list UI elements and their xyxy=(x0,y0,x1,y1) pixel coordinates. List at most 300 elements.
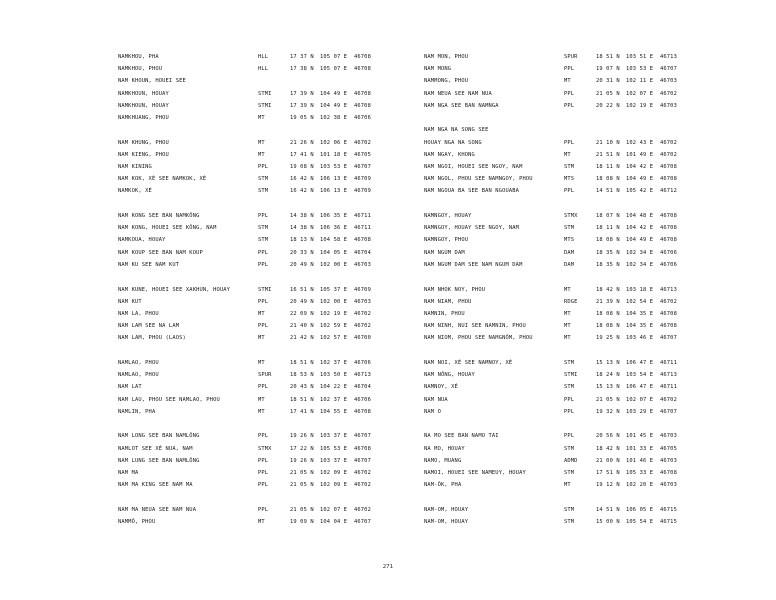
feature-code: MT xyxy=(564,78,571,85)
latitude: 21 05 N xyxy=(596,396,620,403)
section-gap xyxy=(118,127,418,140)
longitude: 105 07 E xyxy=(320,54,348,60)
longitude: 102 57 E xyxy=(320,335,348,342)
gazetteer-entry xyxy=(118,140,418,152)
place-name: NAMNIN, PHOU xyxy=(424,310,465,317)
gazetteer-entry xyxy=(118,446,418,458)
gazetteer-entry xyxy=(118,397,418,409)
longitude: 105 37 E xyxy=(320,286,348,293)
map-sheet: 46713 xyxy=(660,372,677,379)
gazetteer-entry xyxy=(118,176,418,188)
section-gap xyxy=(424,494,724,507)
place-name: NAM MONG xyxy=(424,66,452,73)
place-name: NAM-OM, HOUAY xyxy=(424,519,469,525)
feature-code: MT xyxy=(564,482,571,489)
gazetteer-entry xyxy=(424,152,724,164)
gazetteer-entry xyxy=(424,311,724,323)
map-sheet: 46703 xyxy=(660,433,677,440)
feature-code: ADMD xyxy=(564,457,578,464)
longitude: 104 48 E xyxy=(626,213,654,220)
longitude: 102 54 E xyxy=(626,298,654,305)
feature-code: PPL xyxy=(258,433,269,440)
longitude: 102 59 E xyxy=(320,323,348,330)
feature-code: MT xyxy=(258,396,265,403)
feature-code: STM xyxy=(564,164,575,170)
longitude: 106 36 E xyxy=(320,225,348,232)
gazetteer-entry xyxy=(424,127,724,139)
place-name: NAMKHOUN, HOUAY xyxy=(118,90,169,97)
latitude: 19 05 N xyxy=(290,114,314,121)
longitude: 102 37 E xyxy=(320,359,348,366)
feature-code: STM xyxy=(564,445,575,452)
longitude: 104 05 E xyxy=(320,249,348,256)
longitude: 102 43 E xyxy=(626,139,654,146)
place-name: NAM NINH, NUI SEE NAMNIN, PHOU xyxy=(424,323,526,330)
feature-code: MT xyxy=(258,408,265,415)
section-gap xyxy=(424,115,724,128)
gazetteer-entry xyxy=(424,384,724,396)
latitude: 15 00 N xyxy=(596,519,620,525)
place-name: NAMOI, HOUEI SEE NAMEUY, HOUAY xyxy=(424,469,526,476)
longitude: 104 49 E xyxy=(320,90,348,97)
gazetteer-entry xyxy=(118,91,418,103)
section-gap xyxy=(424,274,724,287)
longitude: 101 49 E xyxy=(626,151,654,158)
feature-code: STM xyxy=(258,188,269,195)
place-name: NAM MA KING SEE NAM MA xyxy=(118,482,193,489)
longitude: 103 53 E xyxy=(626,66,654,73)
longitude: 103 37 E xyxy=(320,457,348,464)
place-name: NAMO, MUANG xyxy=(424,457,462,464)
longitude: 104 49 E xyxy=(626,237,654,244)
map-sheet: 46702 xyxy=(354,482,371,489)
map-sheet: 46715 xyxy=(660,506,677,513)
latitude: 17 41 N xyxy=(290,151,314,158)
map-sheet: 46712 xyxy=(660,188,677,195)
feature-code: MT xyxy=(258,310,265,317)
feature-code: STM xyxy=(564,519,575,525)
latitude: 19 09 N xyxy=(290,519,314,525)
feature-code: MT xyxy=(564,323,571,330)
map-sheet: 46708 xyxy=(660,164,677,170)
gazetteer-entry xyxy=(118,519,418,531)
gazetteer-entry xyxy=(118,188,418,200)
latitude: 14 51 N xyxy=(596,506,620,513)
place-name: NAMKHOU, PHA xyxy=(118,54,159,60)
place-name: NAM LUNG SEE BAN NAMLÔNG xyxy=(118,457,200,464)
place-name: NAM NEUA SEE NAM NUA xyxy=(424,90,492,97)
place-name: NAMLAO, PHOU xyxy=(118,372,159,379)
latitude: 18 51 N xyxy=(290,396,314,403)
gazetteer-entry xyxy=(118,213,418,225)
feature-code: PPL xyxy=(258,261,269,268)
longitude: 105 53 E xyxy=(320,445,348,452)
longitude: 102 00 E xyxy=(320,298,348,305)
latitude: 18 08 N xyxy=(596,310,620,317)
place-name: NAM-OM, HOUAY xyxy=(424,506,469,513)
map-sheet: 46708 xyxy=(354,54,371,60)
latitude: 21 51 N xyxy=(596,151,620,158)
feature-code: MT xyxy=(258,151,265,158)
place-name: NAMKHOUN, HOUAY xyxy=(118,102,169,109)
latitude: 18 53 N xyxy=(290,372,314,379)
map-sheet: 46713 xyxy=(660,286,677,293)
latitude: 16 42 N xyxy=(290,188,314,195)
gazetteer-entry xyxy=(424,372,724,384)
place-name: NAM-ÔK, PHA xyxy=(424,482,462,489)
feature-code: MT xyxy=(564,286,571,293)
feature-code: PPL xyxy=(258,164,269,170)
section-gap xyxy=(424,347,724,360)
map-sheet: 46703 xyxy=(660,482,677,489)
latitude: 14 51 N xyxy=(596,188,620,195)
gazetteer-entry xyxy=(118,250,418,262)
map-sheet: 46711 xyxy=(660,384,677,391)
map-sheet: 46706 xyxy=(354,396,371,403)
feature-code: SPUR xyxy=(258,372,272,379)
place-name: NAM MON, PHOU xyxy=(424,54,469,60)
place-name: NAMNGOY, PHOU xyxy=(424,237,469,244)
latitude: 19 25 N xyxy=(596,335,620,342)
latitude: 17 51 N xyxy=(596,469,620,476)
gazetteer-entry xyxy=(424,482,724,494)
map-sheet: 46707 xyxy=(354,457,371,464)
place-name: NAM MA NEUA SEE NAM NUA xyxy=(118,506,197,513)
longitude: 103 54 E xyxy=(626,372,654,379)
place-name: NAM NGAY, KHONG xyxy=(424,151,475,158)
gazetteer-entry xyxy=(424,54,724,66)
longitude: 104 49 E xyxy=(626,176,654,183)
gazetteer-entry xyxy=(118,103,418,115)
latitude: 18 07 N xyxy=(596,213,620,220)
feature-code: STMX xyxy=(564,213,578,220)
feature-code: MT xyxy=(564,310,571,317)
longitude: 104 58 E xyxy=(320,237,348,244)
longitude: 102 34 E xyxy=(626,261,654,268)
longitude: 103 50 E xyxy=(320,372,348,379)
latitude: 15 13 N xyxy=(596,359,620,366)
map-sheet: 46708 xyxy=(660,237,677,244)
latitude: 21 05 N xyxy=(290,482,314,489)
map-sheet: 46708 xyxy=(354,408,371,415)
map-sheet: 46707 xyxy=(354,164,371,170)
map-sheet: 46707 xyxy=(660,66,677,73)
map-sheet: 46703 xyxy=(354,298,371,305)
longitude: 106 13 E xyxy=(320,176,348,183)
gazetteer-entry xyxy=(118,458,418,470)
latitude: 17 39 N xyxy=(290,102,314,109)
map-sheet: 46703 xyxy=(660,457,677,464)
place-name: NA MO, HOUAY xyxy=(424,445,465,452)
longitude: 102 00 E xyxy=(320,261,348,268)
latitude: 18 08 N xyxy=(596,176,620,183)
map-sheet: 46702 xyxy=(354,469,371,476)
map-sheet: 46713 xyxy=(354,372,371,379)
place-name: NAM NGOI, HOUEI SEE NGOY, NAM xyxy=(424,164,523,170)
latitude: 19 32 N xyxy=(596,408,620,415)
feature-code: STM xyxy=(258,225,269,232)
feature-code: PPL xyxy=(564,408,575,415)
feature-code: PPL xyxy=(258,384,269,391)
gazetteer-entry xyxy=(118,482,418,494)
place-name: NAM KONG, HOUEI SEE KÔNG, NAM xyxy=(118,225,217,232)
map-sheet: 46702 xyxy=(354,310,371,317)
map-sheet: 46707 xyxy=(354,519,371,525)
place-name: NAM KUT xyxy=(118,298,142,305)
place-name: HOUAY NGA NA SONG xyxy=(424,139,482,146)
map-sheet: 46707 xyxy=(660,335,677,342)
gazetteer-entry xyxy=(424,262,724,274)
feature-code: STM xyxy=(564,225,575,232)
gazetteer-entry xyxy=(424,446,724,458)
map-sheet: 46702 xyxy=(660,151,677,158)
map-sheet: 46711 xyxy=(660,359,677,366)
gazetteer-entry xyxy=(424,470,724,482)
map-sheet: 46702 xyxy=(354,323,371,330)
latitude: 21 42 N xyxy=(290,335,314,342)
map-sheet: 46708 xyxy=(354,90,371,97)
feature-code: STM xyxy=(258,237,269,244)
longitude: 104 35 E xyxy=(626,310,654,317)
map-sheet: 46703 xyxy=(660,102,677,109)
longitude: 102 20 E xyxy=(626,482,654,489)
map-sheet: 46708 xyxy=(660,225,677,232)
map-sheet: 46708 xyxy=(354,237,371,244)
place-name: NAMNGOY, HOUAY xyxy=(424,213,472,220)
feature-code: PPL xyxy=(258,457,269,464)
longitude: 103 46 E xyxy=(626,335,654,342)
place-name: NAM KU SEE NAM KUT xyxy=(118,261,180,268)
map-sheet: 46711 xyxy=(354,225,371,232)
gazetteer-entry xyxy=(424,335,724,347)
map-sheet: 46706 xyxy=(354,359,371,366)
feature-code: STMI xyxy=(564,372,578,379)
place-name: NAM NIOM, PHOU SEE NAMGNÔM, PHOU xyxy=(424,335,533,342)
place-name: NAM KOUP SEE BAN NAM KOUP xyxy=(118,249,203,256)
map-sheet: 46715 xyxy=(660,519,677,525)
latitude: 18 51 N xyxy=(290,359,314,366)
place-name: NAM LA, PHOU xyxy=(118,310,159,317)
gazetteer-entry xyxy=(424,164,724,176)
longitude: 102 07 E xyxy=(626,396,654,403)
place-name: NAM LAU, PHOU SEE NAMLAO, PHOU xyxy=(118,396,220,403)
latitude: 22 09 N xyxy=(290,310,314,317)
longitude: 105 07 E xyxy=(320,66,348,73)
longitude: 106 35 E xyxy=(320,213,348,220)
map-sheet: 46702 xyxy=(660,298,677,305)
feature-code: STMI xyxy=(258,90,272,97)
map-sheet: 46703 xyxy=(354,261,371,268)
right-column xyxy=(424,54,724,531)
latitude: 18 08 N xyxy=(596,237,620,244)
place-name: NAMLAO, PHOU xyxy=(118,359,159,366)
map-sheet: 46708 xyxy=(354,445,371,452)
latitude: 14 38 N xyxy=(290,225,314,232)
place-name: NAMKOK, XÉ xyxy=(118,188,152,195)
longitude: 106 13 E xyxy=(320,188,348,195)
gazetteer-entry xyxy=(118,507,418,519)
map-sheet: 46708 xyxy=(660,213,677,220)
latitude: 20 43 N xyxy=(290,384,314,391)
map-sheet: 46713 xyxy=(660,54,677,60)
map-sheet: 46707 xyxy=(660,408,677,415)
gazetteer-entry xyxy=(118,287,418,299)
gazetteer-entry xyxy=(118,384,418,396)
feature-code: STM xyxy=(258,176,269,183)
longitude: 104 42 E xyxy=(626,164,654,170)
map-sheet: 46711 xyxy=(354,213,371,220)
latitude: 18 42 N xyxy=(596,286,620,293)
map-sheet: 46709 xyxy=(354,176,371,183)
feature-code: PPL xyxy=(258,469,269,476)
longitude: 105 42 E xyxy=(626,188,654,195)
feature-code: PPL xyxy=(564,90,575,97)
gazetteer-entry xyxy=(118,164,418,176)
latitude: 21 39 N xyxy=(596,298,620,305)
latitude: 16 51 N xyxy=(290,286,314,293)
gazetteer-entry xyxy=(118,323,418,335)
feature-code: SPUR xyxy=(564,54,578,60)
longitude: 101 46 E xyxy=(626,457,654,464)
place-name: NAM KINING xyxy=(118,164,152,170)
gazetteer-entry xyxy=(424,433,724,445)
longitude: 101 45 E xyxy=(626,433,654,440)
place-name: NAM NGA NA SONG SEE xyxy=(424,127,489,134)
feature-code: DAM xyxy=(564,261,575,268)
gazetteer-entry xyxy=(424,397,724,409)
longitude: 102 19 E xyxy=(320,310,348,317)
latitude: 21 26 N xyxy=(290,139,314,146)
feature-code: RDGE xyxy=(564,298,578,305)
longitude: 102 37 E xyxy=(320,396,348,403)
feature-code: PPL xyxy=(564,396,575,403)
latitude: 18 11 N xyxy=(596,225,620,232)
latitude: 21 00 N xyxy=(596,457,620,464)
gazetteer-entry xyxy=(118,237,418,249)
gazetteer-entry xyxy=(118,335,418,347)
gazetteer-entry xyxy=(424,519,724,531)
place-name: NAMLOT SEE XÉ NUA, NAM xyxy=(118,445,193,452)
gazetteer-entry xyxy=(118,372,418,384)
map-sheet: 46708 xyxy=(660,310,677,317)
feature-code: PPL xyxy=(564,66,575,73)
gazetteer-entry xyxy=(118,225,418,237)
longitude: 102 07 E xyxy=(320,506,348,513)
place-name: NAM NGOUA BA SEE BAN NGOUABA xyxy=(424,188,520,195)
place-name: NAM KOK, XÉ SEE NAMKOK, XÉ xyxy=(118,176,207,183)
longitude: 103 18 E xyxy=(626,286,654,293)
longitude: 103 53 E xyxy=(320,164,348,170)
longitude: 102 09 E xyxy=(320,469,348,476)
place-name: NAMLIN, PHA xyxy=(118,408,156,415)
gazetteer-entry xyxy=(424,360,724,372)
latitude: 20 22 N xyxy=(596,102,620,109)
longitude: 102 19 E xyxy=(626,102,654,109)
place-name: NAM NGUM DAM xyxy=(424,249,465,256)
place-name: NAM LAT xyxy=(118,384,142,391)
latitude: 18 35 N xyxy=(596,249,620,256)
longitude: 104 49 E xyxy=(320,102,348,109)
place-name: NAM LONG SEE BAN NAMLÔNG xyxy=(118,433,200,440)
place-name: NAM NGUM DAM SEE NAM NGUM DAM xyxy=(424,261,523,268)
gazetteer-entry xyxy=(118,470,418,482)
place-name: NAM NHOK NOY, PHOU xyxy=(424,286,486,293)
longitude: 102 07 E xyxy=(626,90,654,97)
gazetteer-entry xyxy=(118,152,418,164)
place-name: NAM NGA SEE BAN NAMNGA xyxy=(424,102,499,109)
map-sheet: 46705 xyxy=(660,445,677,452)
map-sheet: 46700 xyxy=(354,335,371,342)
map-sheet: 46702 xyxy=(660,396,677,403)
gazetteer-entry xyxy=(424,237,724,249)
feature-code: HLL xyxy=(258,66,269,73)
feature-code: STMI xyxy=(258,286,272,293)
latitude: 18 11 N xyxy=(596,164,620,170)
place-name: NA MO SEE BAN NAMO TAI xyxy=(424,433,499,440)
feature-code: MT xyxy=(258,359,265,366)
latitude: 17 39 N xyxy=(290,90,314,97)
latitude: 17 41 N xyxy=(290,408,314,415)
latitude: 14 38 N xyxy=(290,213,314,220)
latitude: 21 05 N xyxy=(596,90,620,97)
longitude: 106 47 E xyxy=(626,384,654,391)
feature-code: STM xyxy=(564,384,575,391)
feature-code: PPL xyxy=(258,323,269,330)
place-name: NAM KIENG, PHOU xyxy=(118,151,169,158)
longitude: 102 38 E xyxy=(320,114,348,121)
place-name: NAM O xyxy=(424,408,441,415)
place-name: NAMKHUANG, PHOU xyxy=(118,114,169,121)
place-name: NAM NÔNG, HOUAY xyxy=(424,372,475,379)
map-sheet: 46709 xyxy=(354,286,371,293)
latitude: 20 49 N xyxy=(290,298,314,305)
latitude: 19 26 N xyxy=(290,433,314,440)
place-name: NAM LAM SEE NA LAM xyxy=(118,323,180,330)
place-name: NAM NGOL, PHOU SEE NAMNGOY, PHOU xyxy=(424,176,533,183)
gazetteer-entry xyxy=(424,287,724,299)
longitude: 102 11 E xyxy=(626,78,654,85)
place-name: NAM NUA xyxy=(424,396,448,403)
gazetteer-entry xyxy=(118,115,418,127)
section-gap xyxy=(118,347,418,360)
latitude: 21 05 N xyxy=(290,506,314,513)
latitude: 16 42 N xyxy=(290,176,314,183)
gazetteer-entry xyxy=(118,299,418,311)
gazetteer-entry xyxy=(424,91,724,103)
feature-code: STM xyxy=(564,359,575,366)
map-sheet: 46708 xyxy=(660,469,677,476)
gazetteer-entry xyxy=(424,66,724,78)
longitude: 106 05 E xyxy=(626,506,654,513)
map-sheet: 46708 xyxy=(660,176,677,183)
longitude: 104 04 E xyxy=(320,519,348,525)
gazetteer-entry xyxy=(118,262,418,274)
map-sheet: 46708 xyxy=(660,323,677,330)
feature-code: MT xyxy=(258,335,265,342)
map-sheet: 46708 xyxy=(354,102,371,109)
gazetteer-entry xyxy=(118,54,418,66)
map-sheet: 46706 xyxy=(660,261,677,268)
left-column xyxy=(118,54,418,531)
map-sheet: 46703 xyxy=(660,78,677,85)
latitude: 18 42 N xyxy=(596,445,620,452)
feature-code: HLL xyxy=(258,54,269,60)
map-sheet: 46706 xyxy=(660,249,677,256)
latitude: 19 07 N xyxy=(596,66,620,73)
section-gap xyxy=(118,494,418,507)
gazetteer-entry xyxy=(424,507,724,519)
gazetteer-entry xyxy=(424,176,724,188)
